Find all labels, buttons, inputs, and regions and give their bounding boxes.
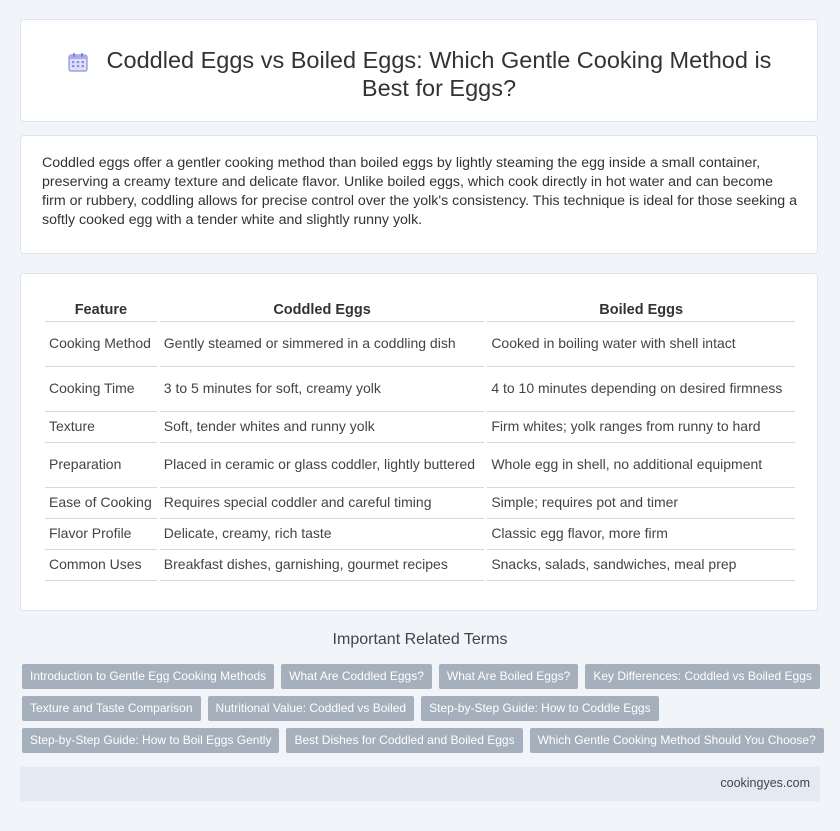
boiled-cell: Simple; requires pot and timer [487, 488, 795, 519]
table-row [45, 322, 795, 367]
related-term-tag[interactable]: Best Dishes for Coddled and Boiled Eggs [286, 728, 522, 753]
coddled-cell: Delicate, creamy, rich taste [160, 519, 485, 550]
boiled-cell: Cooked in boiling water with shell intact [487, 322, 795, 367]
related-term-tag[interactable]: Texture and Taste Comparison [22, 696, 201, 721]
table-row [45, 550, 795, 581]
feature-cell: Cooking Method [45, 322, 157, 367]
related-term-tag[interactable]: Nutritional Value: Coddled vs Boiled [208, 696, 415, 721]
boiled-cell: Snacks, salads, sandwiches, meal prep [487, 550, 795, 581]
coddled-cell: Soft, tender whites and runny yolk [160, 412, 485, 443]
related-term-tag[interactable]: Key Differences: Coddled vs Boiled Eggs [585, 664, 820, 689]
table-row [45, 367, 795, 412]
coddled-cell: Gently steamed or simmered in a coddling dish [160, 322, 485, 367]
coddled-cell: Placed in ceramic or glass coddler, lightly buttered [160, 443, 485, 488]
feature-cell: Texture [45, 412, 157, 443]
table-row [45, 412, 795, 443]
related-term-tag[interactable]: Which Gentle Cooking Method Should You Choose? [530, 728, 824, 753]
header-boiled: Boiled Eggs [487, 295, 795, 322]
related-term-tag[interactable]: Introduction to Gentle Egg Cooking Methods [22, 664, 274, 689]
related-term-tag[interactable]: What Are Coddled Eggs? [281, 664, 432, 689]
related-term-tag[interactable]: What Are Boiled Eggs? [439, 664, 578, 689]
coddled-cell: 3 to 5 minutes for soft, creamy yolk [160, 367, 485, 412]
footer [20, 767, 820, 801]
feature-cell: Ease of Cooking [45, 488, 157, 519]
feature-cell: Preparation [45, 443, 157, 488]
table-row [45, 443, 795, 488]
intro-card [20, 135, 818, 254]
related-terms-heading: Important Related Terms [332, 631, 508, 648]
table-header-row [45, 295, 795, 322]
related-term-tag[interactable]: Step-by-Step Guide: How to Boil Eggs Gently [22, 728, 279, 753]
feature-cell: Common Uses [45, 550, 157, 581]
comparison-table [42, 295, 798, 581]
table-row [45, 519, 795, 550]
intro-paragraph: Coddled eggs offer a gentler cooking method than boiled eggs by lightly steaming the egg inside a small container, preserving a creamy texture and delicate flavor. Unlike boiled eggs, which cook directly in hot water and can become firm or rubbery, coddling allows for precise control over the yolk's consistency. This technique is ideal for those seeking a softly cooked egg with a tender white and slightly runny yolk. [42, 155, 798, 228]
boiled-cell: Firm whites; yolk ranges from runny to hard [487, 412, 795, 443]
footer-site-link[interactable]: cookingyes.com [720, 776, 810, 790]
boiled-cell: Whole egg in shell, no additional equipment [487, 443, 795, 488]
related-terms-list [22, 664, 822, 760]
header-coddled: Coddled Eggs [160, 295, 485, 322]
boiled-cell: 4 to 10 minutes depending on desired firmness [487, 367, 795, 412]
page-title: Coddled Eggs vs Boiled Eggs: Which Gentle Cooking Method is Best for Eggs? [106, 47, 772, 101]
header-feature: Feature [45, 295, 157, 322]
feature-cell: Cooking Time [45, 367, 157, 412]
header-card [20, 19, 818, 122]
feature-cell: Flavor Profile [45, 519, 157, 550]
boiled-cell: Classic egg flavor, more firm [487, 519, 795, 550]
coddled-cell: Breakfast dishes, garnishing, gourmet recipes [160, 550, 485, 581]
coddled-cell: Requires special coddler and careful timing [160, 488, 485, 519]
table-row [45, 488, 795, 519]
comparison-table-card [20, 273, 818, 611]
related-term-tag[interactable]: Step-by-Step Guide: How to Coddle Eggs [421, 696, 658, 721]
